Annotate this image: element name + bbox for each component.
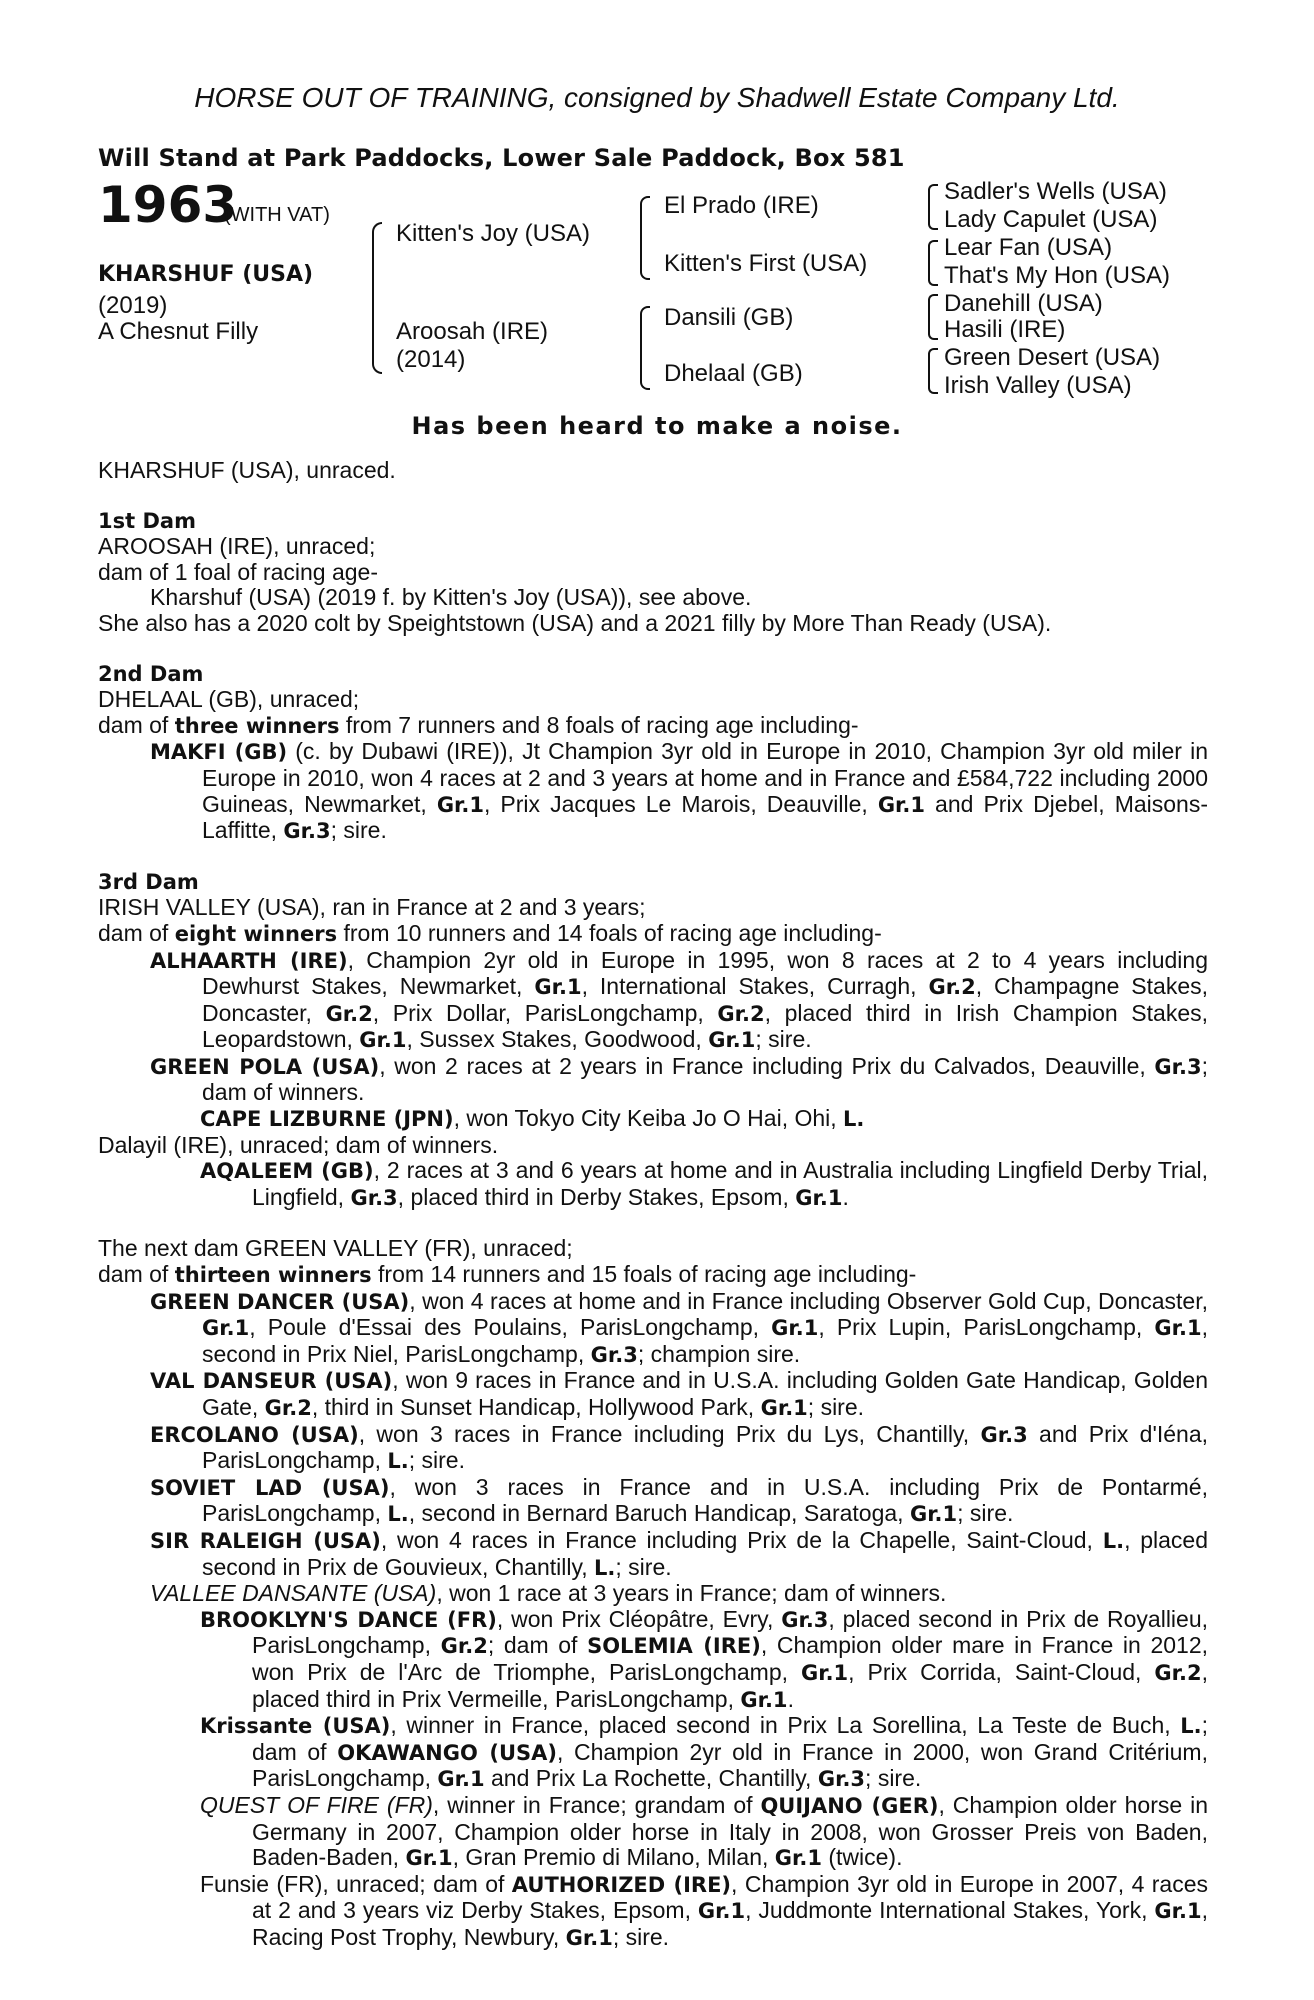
produce-brooklyns-dance: BROOKLYN'S DANCE (FR), won Prix Cléopâtre, Evry, Gr.3, placed second in Prix de Royallieu, ParisLongchamp, Gr.2; dam of SOLEMIA (IRE), Champion older mare in France in 2012, won Prix de l'Arc de Triomphe, ParisLongchamp, Gr.1, Prix Corrida, Saint-Cloud, Gr.2, placed third in Prix Vermeille, ParisLongchamp, Gr.1.: [200, 1605, 1209, 1712]
pedigree-brace-sd: [928, 240, 938, 286]
consignor-heading: HORSE OUT OF TRAINING, consigned by Shadwell Estate Company Ltd.: [194, 82, 1120, 113]
pedigree-dam-year: (2014): [396, 346, 466, 373]
horse-year: (2019): [98, 292, 168, 319]
produce-cape-lizburne: CAPE LIZBURNE (JPN), won Tokyo City Keiba Jo O Hai, Ohi, L.: [200, 1105, 865, 1132]
first-dam-line: AROOSAH (IRE), unraced;: [98, 533, 376, 560]
first-dam-also: She also has a 2020 colt by Speightstown (USA) and a 2021 filly by More Than Ready (USA).: [98, 609, 1052, 636]
pedigree-brace-first: [372, 222, 382, 374]
next-dam-line: The next dam GREEN VALLEY (FR), unraced;: [98, 1235, 573, 1262]
lot-number: 1963: [98, 176, 238, 234]
produce-aqaleem: AQALEEM (GB), 2 races at 3 and 6 years at home and in Australia including Lingfield Derby Trial, Lingfield, Gr.3, placed third in Derby Stakes, Epsom, Gr.1.: [200, 1157, 1208, 1210]
first-dam-section: [98, 509, 1208, 637]
second-dam-section: [98, 662, 1208, 845]
pedigree-brace-dd: [928, 348, 938, 394]
produce-dalayil: Dalayil (IRE), unraced; dam of winners.: [98, 1131, 499, 1158]
produce-sir-raleigh: SIR RALEIGH (USA), won 4 races in France including Prix de la Chapelle, Saint-Cloud, L., placed second in Prix de Gouvieux, Chantilly, L.; sire.: [150, 1526, 1208, 1580]
produce-funsie: Funsie (FR), unraced; dam of AUTHORIZED (IRE), Champion 3yr old in Europe in 2007, 4 races at 2 and 3 years viz Derby Stakes, Epsom, Gr.1, Juddmonte International Stakes, York, Gr.1, Racing Post Trophy, Newbury, Gr.1; sire.: [200, 1870, 1208, 1950]
produce-makfi: MAKFI (GB) (c. by Dubawi (IRE)), Jt Champion 3yr old in Europe in 2010, Champion 3yr old miler in Europe in 2010, won 4 races at 2 and 3 years at home and in France and £584,722 including 2000 Guineas, Newmarket, Gr.1, Prix Jacques Le Marois, Deauville, Gr.1 and Prix Djebel, Maisons-Laffitte, Gr.3; sire.: [150, 738, 1208, 844]
pedigree-brace-ds: [928, 294, 938, 340]
produce-alhaarth: ALHAARTH (IRE), Champion 2yr old in Europe in 1995, won 8 races at 2 to 4 years including Dewhurst Stakes, Newmarket, Gr.1, International Stakes, Curragh, Gr.2, Champagne Stakes, Doncaster, Gr.2, Prix Dollar, ParisLongchamp, Gr.2, placed third in Irish Champion Stakes, Leopardstown, Gr.1, Sussex Stakes, Goodwood, Gr.1; sire.: [150, 946, 1209, 1053]
pedigree-dsd: Hasili (IRE): [944, 316, 1066, 343]
third-dam-section: [98, 870, 1208, 1212]
first-dam-produce: Kharshuf (USA) (2019 f. by Kitten's Joy (USA)), see above.: [150, 584, 752, 611]
pedigree-brace-ss: [928, 184, 938, 230]
horse-description: A Chesnut Filly: [98, 318, 259, 345]
pedigree-sds: Lear Fan (USA): [944, 234, 1113, 261]
produce-ercolano: ERCOLANO (USA), won 3 races in France including Prix du Lys, Chantilly, Gr.3 and Prix d'Iéna, ParisLongchamp, L.; sire.: [150, 1420, 1209, 1474]
pedigree-sss: Sadler's Wells (USA): [944, 178, 1167, 205]
next-dam-summary: dam of thirteen winners from 14 runners and 15 foals of racing age including-: [98, 1261, 917, 1288]
pedigree-dam-sire: Dansili (GB): [664, 304, 794, 331]
pedigree-sdd: That's My Hon (USA): [944, 262, 1170, 289]
pedigree-ddd: Irish Valley (USA): [944, 372, 1132, 399]
pedigree-sire-sire: El Prado (IRE): [664, 192, 819, 219]
first-dam-heading: 1st Dam: [98, 508, 196, 533]
first-dam-foals: dam of 1 foal of racing age-: [98, 558, 378, 585]
produce-val-danseur: VAL DANSEUR (USA), won 9 races in France and in U.S.A. including Golden Gate Handicap, Golden Gate, Gr.2, third in Sunset Handicap, Hollywood Park, Gr.1; sire.: [150, 1367, 1208, 1420]
produce-krissante: Krissante (USA), winner in France, placed second in Prix La Sorellina, La Teste de Buch, L.; dam of OKAWANGO (USA), Champion 2yr old in France in 2000, won Grand Critérium, ParisLongchamp, Gr.1 and Prix La Rochette, Chantilly, Gr.3; sire.: [200, 1712, 1208, 1792]
produce-green-dancer: GREEN DANCER (USA), won 4 races at home and in France including Observer Gold Cup, Doncaster, Gr.1, Poule d'Essai des Poulains, ParisLongchamp, Gr.1, Prix Lupin, ParisLongchamp, Gr.1, second in Prix Niel, ParisLongchamp, Gr.3; champion sire.: [150, 1287, 1208, 1367]
second-dam-summary: dam of three winners from 7 runners and 8 foals of racing age including-: [98, 711, 859, 738]
next-dam-section: [98, 1236, 1208, 1951]
stand-location: Will Stand at Park Paddocks, Lower Sale Paddock, Box 581: [98, 144, 905, 172]
produce-vallee-dansante: VALLEE DANSANTE (USA), won 1 race at 3 years in France; dam of winners.: [150, 1580, 947, 1607]
pedigree-brace-dam: [640, 306, 650, 390]
second-dam-heading: 2nd Dam: [98, 661, 204, 686]
intro-line: KHARSHUF (USA), unraced.: [98, 457, 396, 483]
pedigree-sire-dam: Kitten's First (USA): [664, 250, 868, 277]
pedigree-dam-dam: Dhelaal (GB): [664, 360, 803, 387]
third-dam-heading: 3rd Dam: [98, 869, 199, 894]
produce-soviet-lad: SOVIET LAD (USA), won 3 races in France and in U.S.A. including Prix de Pontarmé, ParisLongchamp, L., second in Bernard Baruch Handicap, Saratoga, Gr.1; sire.: [150, 1473, 1208, 1527]
catalogue-body: [98, 458, 1208, 1951]
produce-quest-of-fire: QUEST OF FIRE (FR), winner in France; grandam of QUIJANO (GER), Champion older horse in Germany in 2007, Champion older horse in Italy in 2008, won Grosser Preis von Baden, Baden-Baden, Gr.1, Gran Premio di Milano, Milan, Gr.1 (twice).: [200, 1791, 1208, 1871]
pedigree-brace-sire: [640, 196, 650, 280]
pedigree-ssd: Lady Capulet (USA): [944, 206, 1158, 233]
noise-notice: Has been heard to make a noise.: [411, 412, 903, 440]
produce-green-pola: GREEN POLA (USA), won 2 races at 2 years in France including Prix du Calvados, Deauville, Gr.3; dam of winners.: [150, 1052, 1209, 1106]
vat-note: (WITH VAT): [224, 204, 330, 226]
horse-name: KHARSHUF (USA): [98, 262, 314, 287]
third-dam-line: IRISH VALLEY (USA), ran in France at 2 and 3 years;: [98, 894, 646, 921]
pedigree-dds: Green Desert (USA): [944, 344, 1161, 371]
second-dam-line: DHELAAL (GB), unraced;: [98, 686, 360, 713]
third-dam-summary: dam of eight winners from 10 runners and 14 foals of racing age including-: [98, 919, 882, 946]
pedigree-dss: Danehill (USA): [944, 290, 1103, 317]
pedigree-sire: Kitten's Joy (USA): [396, 220, 590, 247]
pedigree-dam: Aroosah (IRE): [396, 318, 549, 345]
